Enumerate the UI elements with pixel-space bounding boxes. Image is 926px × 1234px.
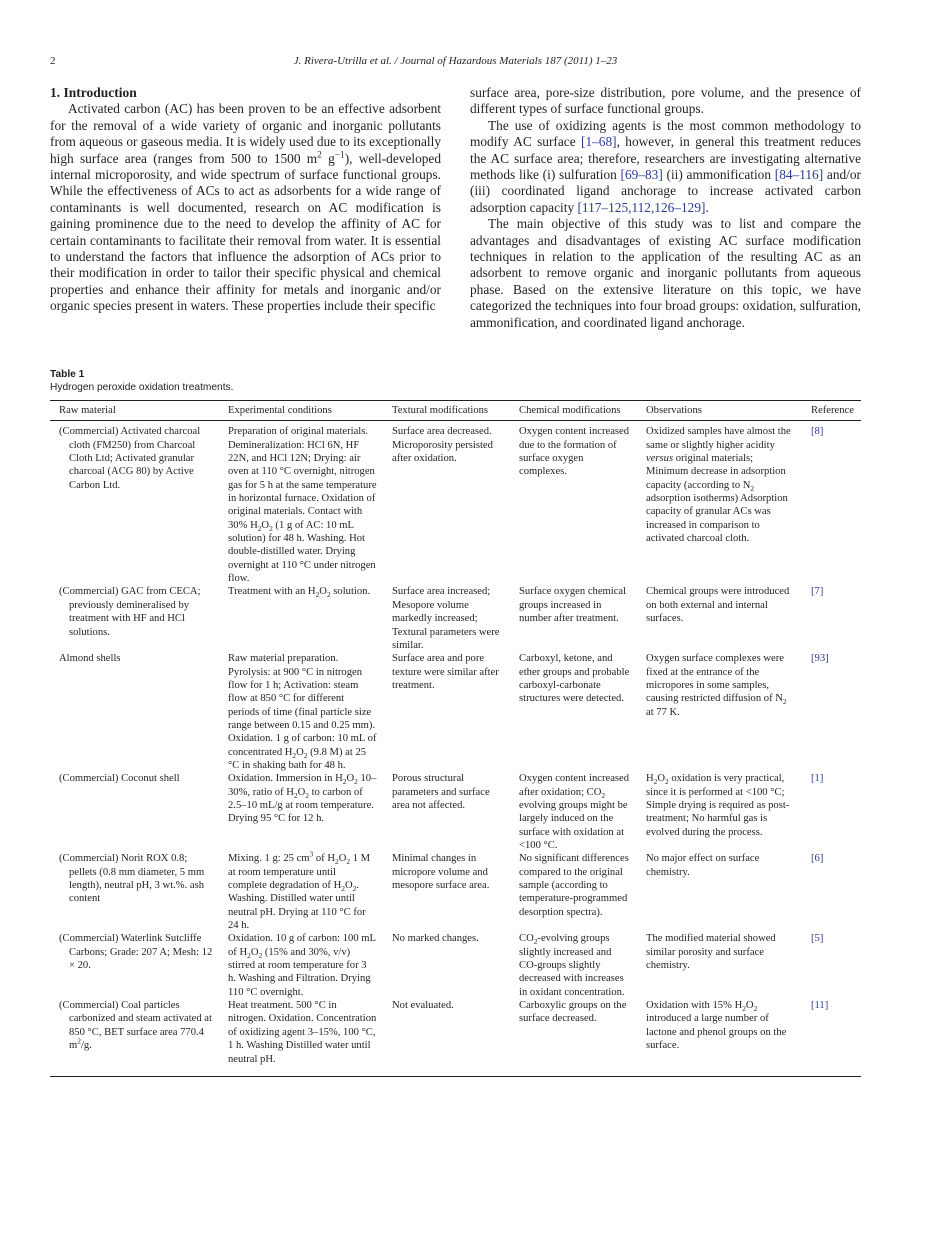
cell-experimental-conditions: Oxidation. Immersion in $H_2O_2$ 10–30%, ratio of $H_2O_2$ to carbon of 2.5–10 mL/g at room temperature. Drying 95 °C for 12 h.: [228, 773, 377, 825]
cell-chemical-modifications: Oxygen content increased after oxidation; $CO_2$ evolving groups might be largely induced on the surface with oxidation at <100 °C.: [519, 773, 630, 851]
journal-citation: J. Rivera-Utrilla et al. / Journal of Hazardous Materials 187 (2011) 1–23: [293, 55, 618, 67]
cell-experimental-conditions: Preparation of original materials. Demineralization: HCl 6N, HF 22N, and HCl 12N; Drying: air oven at 110 °C overnight, nitrogen gas for 5 h at the same temperature in horizontal furnace. Oxidation of original materials. Contact with 30% $H_2O_2$ (1 g of AC: 10 mL solution) for 48 h. Washing. Hot double-distilled water. Drying overnight at 110 °C under nitrogen flow.: [228, 426, 377, 585]
cell-raw-material: (Commercial) Activated charcoal cloth (FM250) from Charcoal Cloth Ltd; Activated granular charcoal (ACG 80) by Active Carbon Ltd.: [59, 426, 201, 491]
cell-reference[interactable]: [8]: [811, 426, 824, 438]
cell-reference[interactable]: [7]: [811, 586, 824, 598]
citation-link[interactable]: [69–83]: [620, 167, 663, 183]
cell-raw-material: Almond shells: [59, 653, 121, 665]
column-header-chemical-modifications: Chemical modifications: [519, 405, 621, 416]
cell-textural-modifications: Minimal changes in micropore volume and mesopore surface area.: [392, 853, 490, 892]
cell-observations: Chemical groups were introduced on both external and internal surfaces.: [646, 586, 790, 625]
left-column-body: [50, 101, 441, 314]
cell-chemical-modifications: Carboxylic groups on the surface decreased.: [519, 1000, 627, 1025]
table-row: [50, 999, 861, 1076]
cell-chemical-modifications: Surface oxygen chemical groups increased in number after treatment.: [519, 586, 627, 625]
body-paragraph: Activated carbon (AC) has been proven to be an effective adsorbent for the removal of a wide variety of organic and inorganic pollutants from aqueous or gaseous media. It is widely used due to its exceptionally high surface area (ranges from 500 to 1500 $m^2$ $g^{-1}$), well-developed internal microporosity, and wide spectrum of surface functional groups. While the effectiveness of ACs to act as adsorbents for a wide range of contaminants is well documented, research on AC modification is gaining prominence due to the need to develop the affinity of AC for certain contaminants to facilitate their removal from water. It is essential to understand the factors that influence the adsorption of ACs prior to their modification in order to tailor their specific physical and chemical properties and enhance their affinity for metals and inorganic and/or organic species present in waters. These properties include their specific: [50, 101, 442, 314]
column-header-raw-material: Raw material: [59, 405, 116, 416]
citation-link[interactable]: [117–125,112,126–129]: [577, 199, 706, 215]
table-row: [50, 852, 861, 932]
table-row: [50, 932, 861, 999]
hydrogen-peroxide-table: [50, 400, 861, 1077]
cell-reference[interactable]: [11]: [811, 1000, 829, 1012]
cell-textural-modifications: Surface area and pore texture were similar after treatment.: [392, 653, 499, 691]
table-row: [50, 652, 861, 772]
cell-textural-modifications: Not evaluated.: [392, 1000, 454, 1012]
cell-observations: The modified material showed similar porosity and surface chemistry.: [646, 933, 776, 972]
column-header-observations: Observations: [646, 405, 702, 416]
cell-textural-modifications: Surface area decreased. Microporosity persisted after oxidation.: [392, 426, 493, 465]
citation-link[interactable]: [1–68]: [581, 134, 617, 150]
column-header-experimental-conditions: Experimental conditions: [228, 405, 332, 416]
cell-reference[interactable]: [1]: [811, 773, 824, 785]
body-paragraph: The main objective of this study was to list and compare the advantages and disadvantages of existing AC surface modification techniques in relation to the application of the resulting AC as an adsorbent to remove organic and inorganic pollutants from aqueous phase. Based on the extensive literature on this topic, we have categorized the techniques into four broad groups: oxidation, sulfuration, ammonification, and coordinated ligand anchorage.: [470, 216, 861, 330]
cell-textural-modifications: Surface area increased; Mesopore volume markedly increased; Textural parameters were similar.: [392, 586, 500, 651]
cell-chemical-modifications: Carboxyl, ketone, and ether groups and probable carboxyl-carbonate structures were detected.: [519, 653, 630, 705]
cell-reference[interactable]: [5]: [811, 933, 824, 945]
cell-observations: No major effect on surface chemistry.: [646, 853, 760, 878]
cell-observations: Oxygen surface complexes were fixed at the entrance of the micropores in some samples, causing restricted diffusion of $N_2$ at 77 K.: [646, 653, 787, 718]
cell-reference[interactable]: [6]: [811, 853, 824, 865]
cell-experimental-conditions: Oxidation. 10 g of carbon: 100 mL of $H_2O_2$ (15% and 30%, v/v) stirred at room temperature for 3 h. Washing and Filtration. Drying 110 °C overnight.: [228, 933, 376, 998]
cell-raw-material: (Commercial) Coconut shell: [59, 773, 180, 785]
page-number: 2: [50, 55, 56, 67]
cell-experimental-conditions: Raw material preparation. Pyrolysis: at 900 °C in nitrogen flow for 1 h; Activation: steam flow at 850 °C for different periods of time (final particle size range between 0.15 and 0.25 mm). Oxidation. 1 g of carbon: 10 mL of concentrated $H_2O_2$ (9.8 M) at 25 °C in shaking bath for 48 h.: [228, 653, 377, 771]
column-header-reference: Reference: [811, 405, 854, 416]
cell-raw-material: (Commercial) GAC from CECA; previously demineralised by treatment with HF and HCl solutions.: [59, 586, 201, 638]
body-paragraph: surface area, pore-size distribution, pore volume, and the presence of different types of surface functional groups.: [470, 85, 861, 117]
right-column: [470, 85, 861, 331]
citation-link[interactable]: [84–116]: [774, 167, 824, 183]
cell-observations: $H_2O_2$ oxidation is very practical, since it is performed at <100 °C; Simple drying is required as post-treatment; No harmful gas is evolved during the process.: [646, 773, 790, 838]
table-row: [50, 772, 861, 852]
cell-experimental-conditions: Mixing. 1 g: 25 $cm^3$ of $H_2O_2$ 1 M at room temperature until complete degradation of $H_2O_2$. Washing. Distilled water until neutral pH. Drying at 110 °C for 24 h.: [228, 849, 371, 932]
table-label: Table 1: [50, 369, 85, 380]
cell-raw-material: (Commercial) Coal particles carbonized and steam activated at 850 °C, BET surface area 770.4 $m^2/g$.: [59, 1000, 212, 1052]
cell-reference[interactable]: [93]: [811, 653, 829, 665]
cell-textural-modifications: Porous structural parameters and surface area not affected.: [392, 773, 490, 811]
cell-chemical-modifications: No significant differences compared to the original sample (according to temperature-programmed desorption spectra).: [519, 853, 629, 918]
section-title: 1. Introduction: [50, 85, 137, 100]
body-paragraph: The use of oxidizing agents is the most common methodology to modify AC surface [1–68], however, in general this treatment reduces the AC surface area; therefore, researchers are investigating alternative methods like (i) sulfuration [69–83] (ii) ammonification [84–116] and/or (iii) coordinated ligand anchorage to increase activated carbon adsorption capacity [117–125,112,126–129].: [470, 117, 862, 215]
table-title: Hydrogen peroxide oxidation treatments.: [50, 382, 234, 393]
cell-textural-modifications: No marked changes.: [392, 933, 479, 945]
cell-chemical-modifications: $CO_2$-evolving groups slightly increased and CO-groups slightly decreased with increases in oxidant concentration.: [519, 933, 625, 998]
column-header-textural-modifications: Textural modifications: [392, 405, 489, 416]
table-row: [50, 421, 861, 586]
left-column: [50, 85, 441, 315]
table-caption: [50, 368, 861, 394]
cell-experimental-conditions: Heat treatment. 500 °C in nitrogen. Oxidation. Concentration of oxidizing agent 3–15%, 100 °C, 1 h. Washing Distilled water until neutral pH.: [228, 1000, 377, 1065]
table-row: [50, 585, 861, 652]
table-header-row: [50, 401, 861, 421]
cell-raw-material: (Commercial) Waterlink Sutcliffe Carbons; Grade: 207 A; Mesh: 12 × 20.: [59, 933, 213, 972]
cell-observations: Oxidized samples have almost the same or slightly higher acidity versus original materials; Minimum decrease in adsorption capacity (according to $N_2$ adsorption isotherms) Adsorption capacity of granular ACs was increased in comparison to activated charcoal cloth.: [646, 426, 791, 545]
cell-experimental-conditions: Treatment with an $H_2O_2$ solution.: [228, 586, 371, 600]
right-column-body: [470, 85, 861, 331]
cell-chemical-modifications: Oxygen content increased due to the formation of surface oxygen complexes.: [519, 426, 630, 478]
cell-observations: Oxidation with 15% $H_2O_2$ introduced a large number of lactone and phenol groups on the surface.: [646, 1000, 787, 1052]
cell-raw-material: (Commercial) Norit ROX 0.8; pellets (0.8 mm diameter, 5 mm length), neutral pH, 3 wt.%. ash content: [59, 853, 205, 905]
